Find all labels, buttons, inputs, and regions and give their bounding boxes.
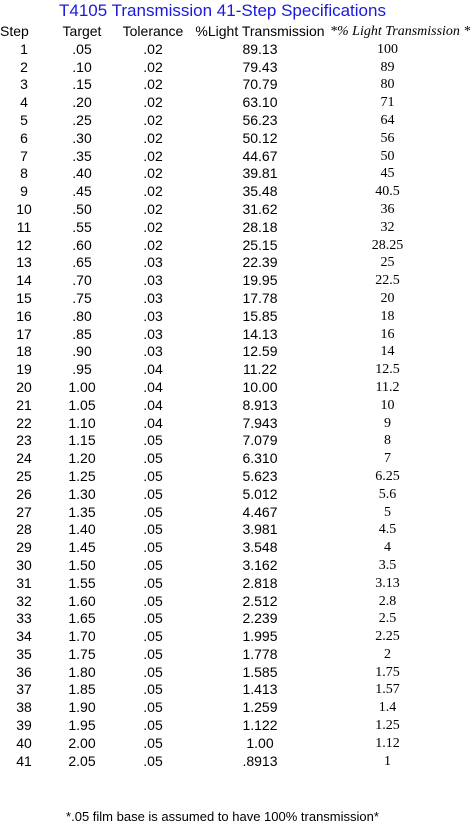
cell-target: 1.05 xyxy=(68,396,96,413)
cell-target: .05 xyxy=(72,40,92,57)
cell-tolerance: .02 xyxy=(143,165,163,182)
cell-step: 10 xyxy=(16,200,32,217)
cell-target: 1.85 xyxy=(68,681,96,698)
cell-tolerance: .03 xyxy=(143,272,163,289)
table-row xyxy=(0,94,445,112)
cell-light-transmission: 19.95 xyxy=(242,272,278,289)
cell-light-transmission: 4.467 xyxy=(242,503,278,520)
cell-light-transmission-alt: 18 xyxy=(380,308,395,324)
cell-step: 30 xyxy=(16,556,32,573)
cell-step: 9 xyxy=(20,183,28,200)
cell-target: 1.55 xyxy=(68,574,96,591)
footnote: *.05 film base is assumed to have 100% transmission* xyxy=(66,809,379,824)
cell-light-transmission-alt: 25 xyxy=(380,255,395,271)
cell-step: 24 xyxy=(16,450,32,467)
cell-target: 1.95 xyxy=(68,717,96,734)
cell-target: .70 xyxy=(72,272,92,289)
cell-step: 33 xyxy=(16,610,32,627)
cell-step: 20 xyxy=(16,378,32,395)
table-row xyxy=(0,272,445,290)
table-row xyxy=(0,201,445,219)
cell-tolerance: .05 xyxy=(143,717,163,734)
cell-tolerance: .03 xyxy=(143,343,163,360)
cell-tolerance: .05 xyxy=(143,503,163,520)
cell-light-transmission-alt: 1 xyxy=(384,753,391,769)
cell-light-transmission-alt: 3.13 xyxy=(375,575,400,591)
cell-light-transmission: 12.59 xyxy=(242,343,278,360)
cell-step: 32 xyxy=(16,592,32,609)
header-light-transmission: %Light Transmission xyxy=(195,23,325,39)
cell-light-transmission-alt: 80 xyxy=(380,77,395,93)
cell-light-transmission-alt: 36 xyxy=(380,201,395,217)
header-light-transmission-alt: *% Light Transmission * xyxy=(330,24,470,39)
cell-tolerance: .03 xyxy=(143,289,163,306)
cell-tolerance: .02 xyxy=(143,236,163,253)
table-row xyxy=(0,165,445,183)
cell-light-transmission: 2.239 xyxy=(242,610,278,627)
cell-light-transmission: 10.00 xyxy=(242,378,278,395)
cell-target: 1.40 xyxy=(68,521,96,538)
table-row xyxy=(0,112,445,130)
cell-step: 3 xyxy=(20,76,28,93)
cell-step: 36 xyxy=(16,663,32,680)
cell-tolerance: .05 xyxy=(143,592,163,609)
cell-step: 25 xyxy=(16,467,32,484)
cell-target: .30 xyxy=(72,129,92,146)
cell-tolerance: .02 xyxy=(143,200,163,217)
table-row xyxy=(0,148,445,166)
cell-step: 19 xyxy=(16,361,32,378)
cell-target: 1.60 xyxy=(68,592,96,609)
cell-light-transmission-alt: 3.5 xyxy=(378,557,397,573)
cell-tolerance: .04 xyxy=(143,414,163,431)
cell-light-transmission: 63.10 xyxy=(242,94,278,111)
cell-light-transmission-alt: 5.6 xyxy=(378,486,397,502)
table-row xyxy=(0,699,445,717)
cell-target: 1.35 xyxy=(68,503,96,520)
cell-light-transmission-alt: 100 xyxy=(377,41,398,57)
cell-tolerance: .03 xyxy=(143,307,163,324)
table-row xyxy=(0,326,445,344)
cell-light-transmission: 3.162 xyxy=(242,556,278,573)
cell-light-transmission: 1.122 xyxy=(242,717,278,734)
table-row xyxy=(0,575,445,593)
cell-tolerance: .05 xyxy=(143,752,163,769)
cell-target: .85 xyxy=(72,325,92,342)
cell-light-transmission-alt: 56 xyxy=(380,130,395,146)
table-row xyxy=(0,646,445,664)
cell-tolerance: .02 xyxy=(143,129,163,146)
cell-step: 37 xyxy=(16,681,32,698)
cell-tolerance: .05 xyxy=(143,663,163,680)
cell-tolerance: .04 xyxy=(143,396,163,413)
cell-tolerance: .05 xyxy=(143,610,163,627)
cell-step: 23 xyxy=(16,432,32,449)
cell-light-transmission-alt: 4 xyxy=(384,540,391,556)
cell-light-transmission: 1.778 xyxy=(242,645,278,662)
table-row xyxy=(0,735,445,753)
cell-light-transmission: 17.78 xyxy=(242,289,278,306)
cell-light-transmission: 39.81 xyxy=(242,165,278,182)
table-row xyxy=(0,681,445,699)
cell-step: 31 xyxy=(16,574,32,591)
cell-tolerance: .02 xyxy=(143,40,163,57)
cell-light-transmission: 3.981 xyxy=(242,521,278,538)
table-row xyxy=(0,450,445,468)
cell-step: 41 xyxy=(16,752,32,769)
cell-light-transmission-alt: 20 xyxy=(380,290,395,306)
cell-light-transmission: 31.62 xyxy=(242,200,278,217)
table-row xyxy=(0,415,445,433)
table-row xyxy=(0,628,445,646)
cell-light-transmission: 28.18 xyxy=(242,218,278,235)
cell-tolerance: .05 xyxy=(143,556,163,573)
header-target: Target xyxy=(62,23,102,39)
cell-tolerance: .02 xyxy=(143,218,163,235)
cell-tolerance: .02 xyxy=(143,183,163,200)
cell-light-transmission-alt: 1.57 xyxy=(375,682,400,698)
cell-light-transmission-alt: 16 xyxy=(380,326,395,342)
cell-step: 13 xyxy=(16,254,32,271)
cell-light-transmission: 7.943 xyxy=(242,414,278,431)
cell-target: 1.45 xyxy=(68,539,96,556)
table-row xyxy=(0,717,445,735)
table-row xyxy=(0,468,445,486)
cell-light-transmission: 1.00 xyxy=(246,734,274,751)
cell-target: 1.65 xyxy=(68,610,96,627)
cell-target: 1.15 xyxy=(68,432,96,449)
cell-light-transmission-alt: 89 xyxy=(380,59,395,75)
cell-light-transmission: 50.12 xyxy=(242,129,278,146)
table-row xyxy=(0,183,445,201)
cell-light-transmission-alt: 9 xyxy=(384,415,391,431)
cell-light-transmission-alt: 32 xyxy=(380,219,395,235)
cell-target: 1.30 xyxy=(68,485,96,502)
cell-target: .80 xyxy=(72,307,92,324)
cell-step: 12 xyxy=(16,236,32,253)
cell-tolerance: .04 xyxy=(143,361,163,378)
cell-target: .45 xyxy=(72,183,92,200)
cell-light-transmission: 22.39 xyxy=(242,254,278,271)
table-body xyxy=(0,41,445,771)
cell-light-transmission: 8.913 xyxy=(242,396,278,413)
cell-light-transmission: 2.512 xyxy=(242,592,278,609)
specifications-table xyxy=(0,23,470,770)
cell-step: 21 xyxy=(16,396,32,413)
cell-step: 2 xyxy=(20,58,28,75)
cell-light-transmission: 11.22 xyxy=(243,361,277,378)
cell-light-transmission-alt: 8 xyxy=(384,433,391,449)
cell-light-transmission: 5.012 xyxy=(242,485,278,502)
table-row xyxy=(0,41,445,59)
cell-light-transmission: 56.23 xyxy=(242,111,278,128)
cell-target: .65 xyxy=(72,254,92,271)
cell-light-transmission: 6.310 xyxy=(242,450,278,467)
cell-light-transmission: 1.585 xyxy=(242,663,278,680)
table-row xyxy=(0,361,445,379)
cell-light-transmission-alt: 2 xyxy=(384,646,391,662)
cell-light-transmission: 79.43 xyxy=(242,58,278,75)
cell-light-transmission-alt: 2.8 xyxy=(378,593,397,609)
table-row xyxy=(0,254,445,272)
cell-light-transmission-alt: 22.5 xyxy=(375,273,400,289)
table-row xyxy=(0,59,445,77)
cell-tolerance: .02 xyxy=(143,76,163,93)
table-row xyxy=(0,557,445,575)
table-row xyxy=(0,76,445,94)
table-row xyxy=(0,521,445,539)
cell-tolerance: .05 xyxy=(143,450,163,467)
cell-light-transmission: 44.67 xyxy=(242,147,278,164)
table-row xyxy=(0,219,445,237)
cell-light-transmission-alt: 7 xyxy=(384,451,391,467)
cell-light-transmission: 70.79 xyxy=(242,76,278,93)
cell-tolerance: .02 xyxy=(143,94,163,111)
cell-light-transmission: 5.623 xyxy=(242,467,278,484)
cell-step: 8 xyxy=(20,165,28,182)
cell-light-transmission-alt: 2.5 xyxy=(378,611,397,627)
cell-target: 2.00 xyxy=(68,734,96,751)
cell-light-transmission: 3.548 xyxy=(242,539,278,556)
cell-step: 35 xyxy=(16,645,32,662)
cell-target: 1.90 xyxy=(68,699,96,716)
cell-target: .90 xyxy=(72,343,92,360)
cell-light-transmission: 1.995 xyxy=(242,628,278,645)
header-tolerance: Tolerance xyxy=(122,23,184,39)
cell-step: 40 xyxy=(16,734,32,751)
table-header-row xyxy=(0,23,445,41)
cell-tolerance: .02 xyxy=(143,58,163,75)
header-step: Step xyxy=(0,23,29,39)
cell-light-transmission: 1.259 xyxy=(242,699,278,716)
cell-step: 38 xyxy=(16,699,32,716)
cell-step: 1 xyxy=(20,40,28,57)
table-row xyxy=(0,397,445,415)
cell-light-transmission-alt: 1.4 xyxy=(378,700,397,716)
table-row xyxy=(0,308,445,326)
cell-light-transmission-alt: 50 xyxy=(380,148,395,164)
cell-light-transmission-alt: 4.5 xyxy=(378,522,397,538)
cell-tolerance: .03 xyxy=(143,254,163,271)
cell-target: .35 xyxy=(72,147,92,164)
cell-step: 28 xyxy=(16,521,32,538)
cell-light-transmission: 15.85 xyxy=(242,307,278,324)
cell-target: .60 xyxy=(72,236,92,253)
table-row xyxy=(0,664,445,682)
cell-target: 1.70 xyxy=(68,628,96,645)
cell-target: .75 xyxy=(72,289,92,306)
cell-step: 14 xyxy=(16,272,32,289)
cell-light-transmission-alt: 1.25 xyxy=(375,718,400,734)
cell-step: 15 xyxy=(16,289,32,306)
cell-tolerance: .05 xyxy=(143,467,163,484)
cell-target: .20 xyxy=(72,94,92,111)
cell-step: 34 xyxy=(16,628,32,645)
cell-step: 5 xyxy=(20,111,28,128)
table-row xyxy=(0,237,445,255)
cell-light-transmission: 1.413 xyxy=(242,681,278,698)
cell-light-transmission-alt: 1.12 xyxy=(375,735,400,751)
cell-tolerance: .05 xyxy=(143,699,163,716)
cell-step: 6 xyxy=(20,129,28,146)
cell-light-transmission-alt: 5 xyxy=(384,504,391,520)
cell-target: 1.50 xyxy=(68,556,96,573)
cell-step: 39 xyxy=(16,717,32,734)
cell-light-transmission: 7.079 xyxy=(242,432,278,449)
cell-tolerance: .02 xyxy=(143,147,163,164)
cell-light-transmission-alt: 10 xyxy=(380,397,395,413)
cell-light-transmission-alt: 6.25 xyxy=(375,468,400,484)
page-title: T4105 Transmission 41-Step Specifications xyxy=(59,1,386,20)
cell-light-transmission-alt: 64 xyxy=(380,112,395,128)
cell-step: 22 xyxy=(16,414,32,431)
cell-target: .55 xyxy=(72,218,92,235)
cell-light-transmission-alt: 1.75 xyxy=(375,664,400,680)
cell-step: 26 xyxy=(16,485,32,502)
table-row xyxy=(0,379,445,397)
cell-tolerance: .05 xyxy=(143,485,163,502)
cell-target: 1.20 xyxy=(68,450,96,467)
cell-light-transmission-alt: 12.5 xyxy=(375,362,400,378)
table-row xyxy=(0,753,445,771)
table-row xyxy=(0,539,445,557)
cell-step: 11 xyxy=(16,218,32,235)
cell-step: 16 xyxy=(16,307,32,324)
cell-step: 29 xyxy=(16,539,32,556)
cell-step: 4 xyxy=(20,94,28,111)
cell-tolerance: .03 xyxy=(143,325,163,342)
cell-step: 18 xyxy=(16,343,32,360)
cell-tolerance: .05 xyxy=(143,734,163,751)
cell-tolerance: .05 xyxy=(143,681,163,698)
table-row xyxy=(0,486,445,504)
cell-light-transmission-alt: 40.5 xyxy=(375,184,400,200)
cell-step: 27 xyxy=(16,503,32,520)
cell-step: 7 xyxy=(20,147,28,164)
cell-light-transmission-alt: 14 xyxy=(380,344,395,360)
table-row xyxy=(0,290,445,308)
cell-target: .40 xyxy=(72,165,92,182)
cell-tolerance: .05 xyxy=(143,521,163,538)
cell-light-transmission-alt: 2.25 xyxy=(375,629,400,645)
cell-light-transmission: 35.48 xyxy=(242,183,278,200)
cell-target: .95 xyxy=(72,361,92,378)
table-row xyxy=(0,504,445,522)
table-row xyxy=(0,130,445,148)
cell-tolerance: .05 xyxy=(143,628,163,645)
cell-target: 2.05 xyxy=(68,752,96,769)
cell-target: 1.25 xyxy=(68,467,96,484)
cell-target: .25 xyxy=(72,111,92,128)
cell-target: .50 xyxy=(72,200,92,217)
cell-target: .10 xyxy=(72,58,92,75)
cell-tolerance: .05 xyxy=(143,432,163,449)
cell-target: .15 xyxy=(72,76,92,93)
cell-tolerance: .02 xyxy=(143,111,163,128)
cell-light-transmission: .8913 xyxy=(242,752,278,769)
table-row xyxy=(0,593,445,611)
cell-light-transmission: 25.15 xyxy=(242,236,278,253)
cell-tolerance: .05 xyxy=(143,539,163,556)
cell-target: 1.10 xyxy=(68,414,96,431)
cell-tolerance: .05 xyxy=(143,574,163,591)
cell-light-transmission-alt: 28.25 xyxy=(371,237,404,253)
cell-target: 1.80 xyxy=(68,663,96,680)
cell-light-transmission-alt: 11.2 xyxy=(375,379,400,395)
table-row xyxy=(0,610,445,628)
table-row xyxy=(0,432,445,450)
cell-light-transmission: 2.818 xyxy=(242,574,278,591)
cell-light-transmission: 89.13 xyxy=(242,40,278,57)
cell-target: 1.75 xyxy=(68,645,96,662)
cell-light-transmission-alt: 45 xyxy=(380,166,395,182)
cell-tolerance: .05 xyxy=(143,645,163,662)
table-row xyxy=(0,343,445,361)
cell-light-transmission: 14.13 xyxy=(242,325,278,342)
cell-target: 1.00 xyxy=(68,378,96,395)
cell-light-transmission-alt: 71 xyxy=(380,95,395,111)
cell-step: 17 xyxy=(16,325,32,342)
cell-tolerance: .04 xyxy=(143,378,163,395)
